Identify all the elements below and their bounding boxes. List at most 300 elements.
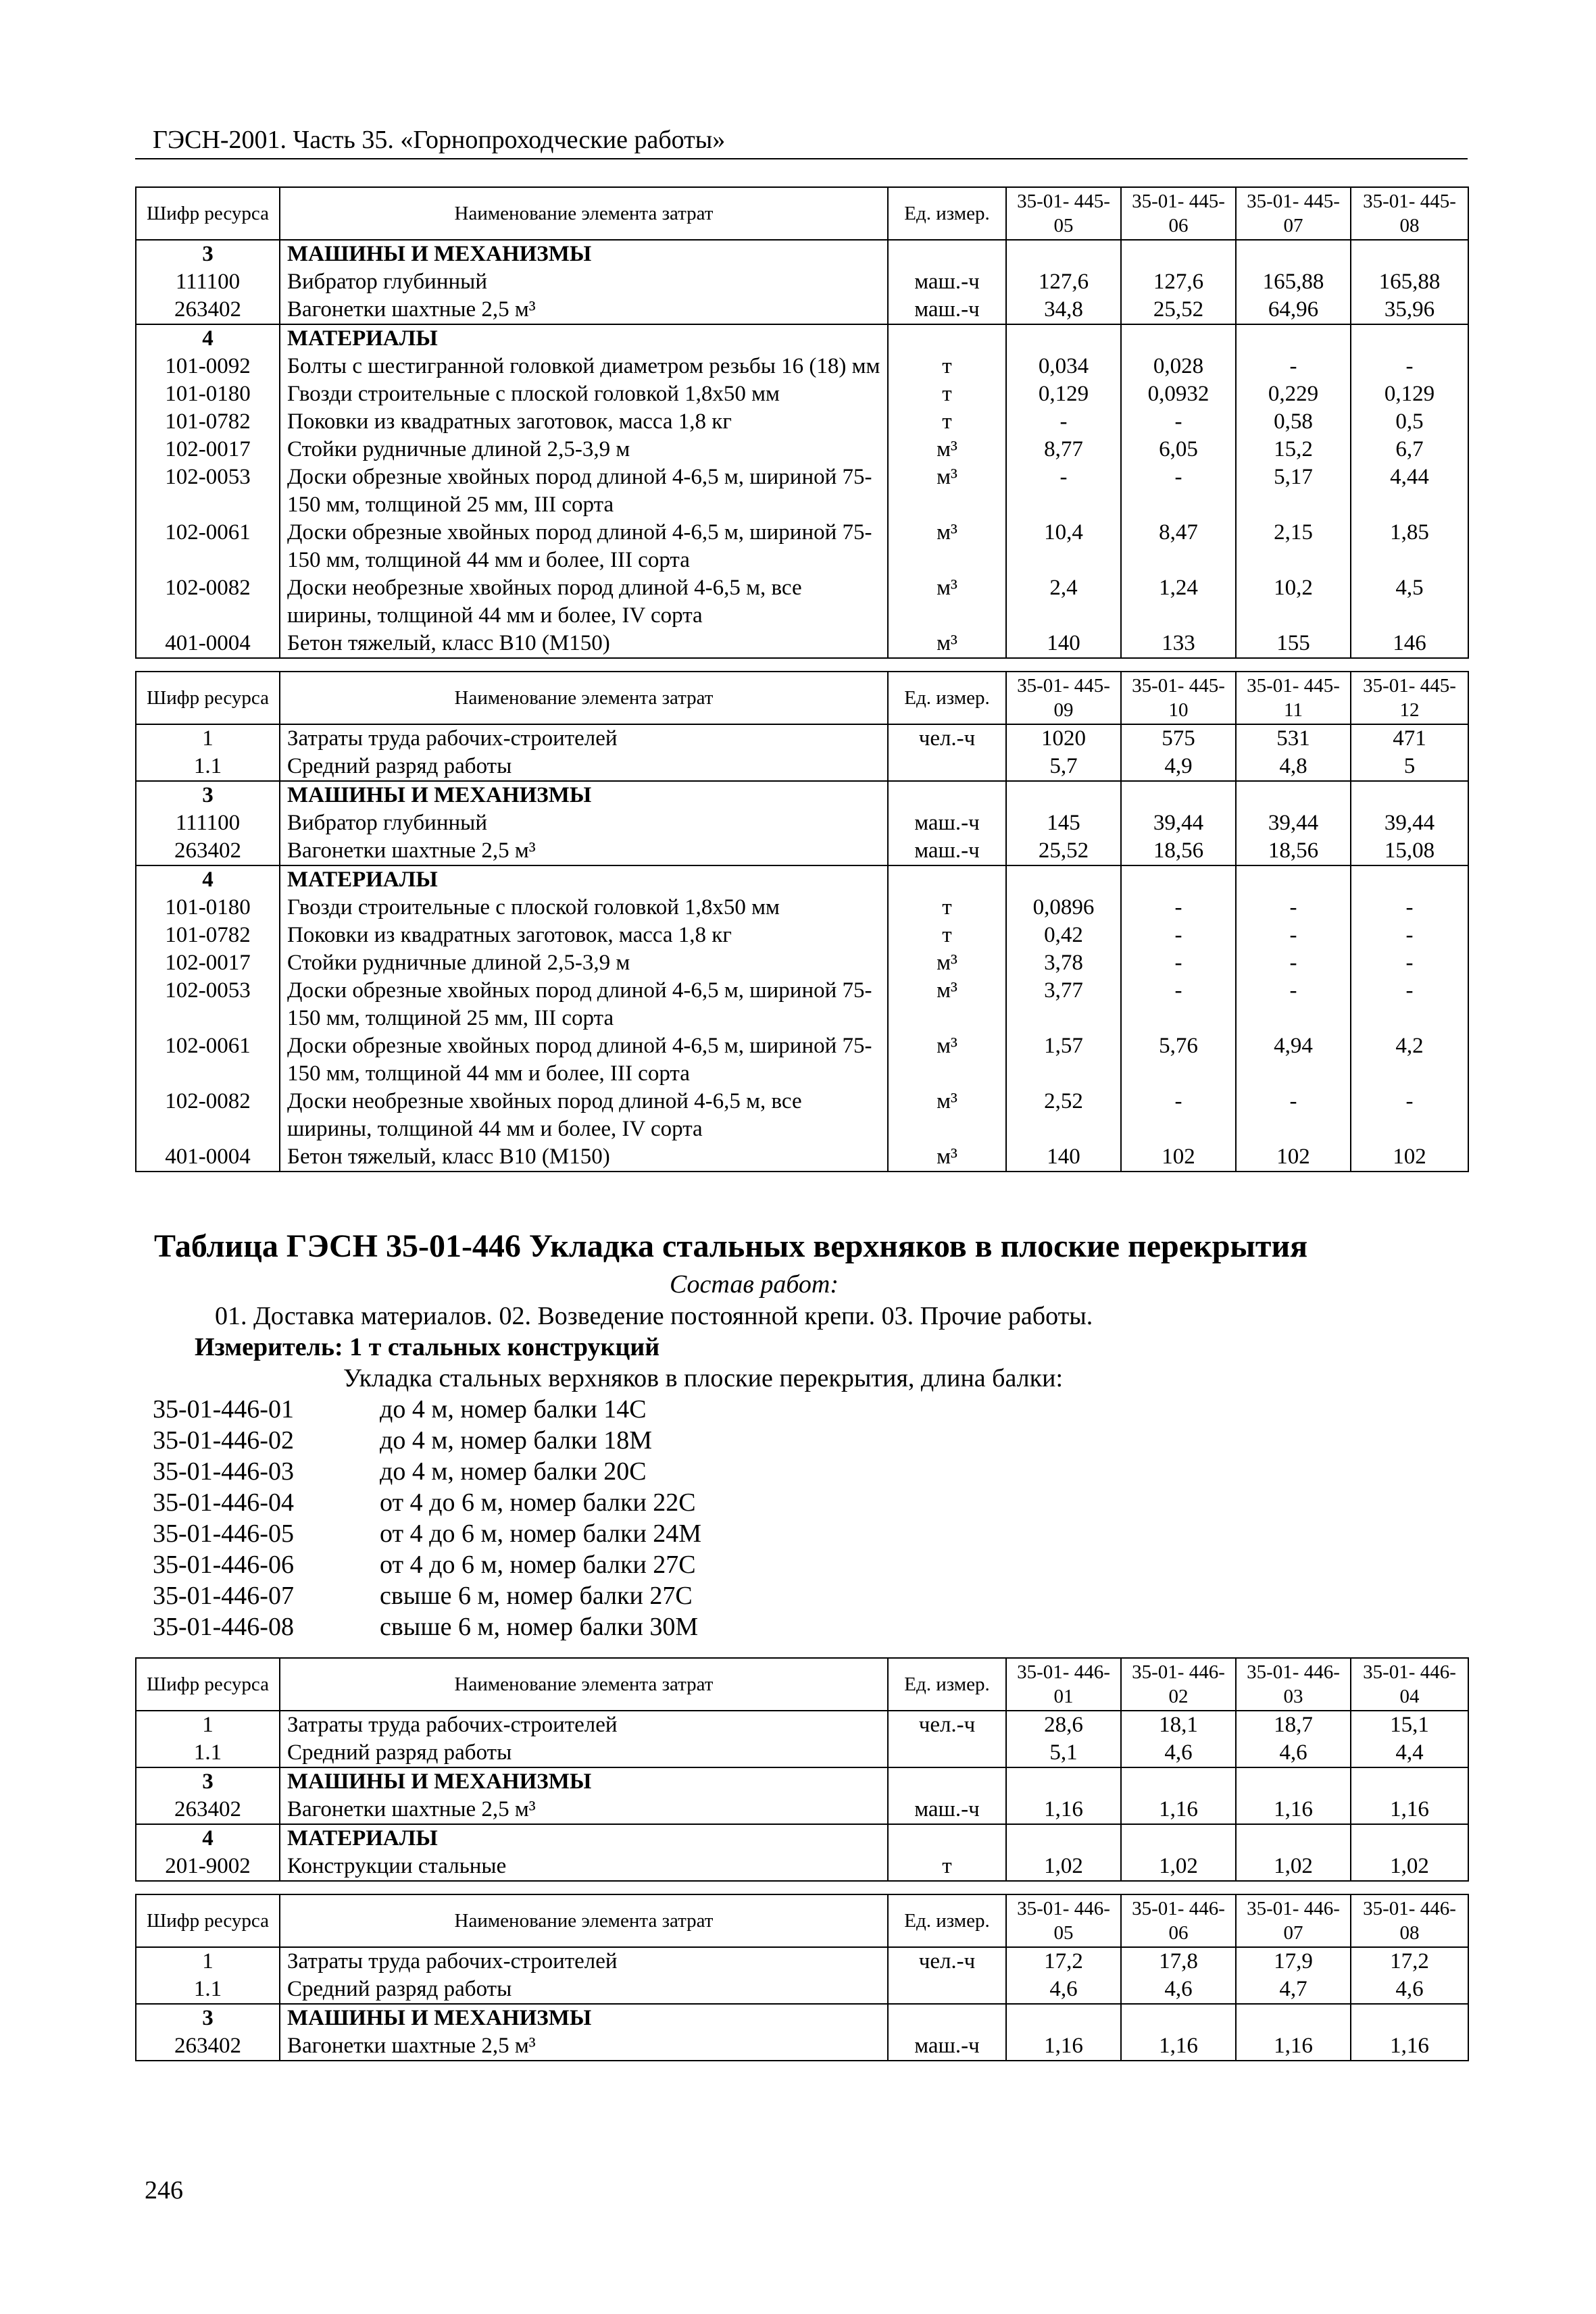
unit-cell [888, 240, 1006, 268]
unit-cell: маш.-ч [888, 837, 1006, 865]
section-row [136, 865, 1468, 894]
resource-code: 102-0017 [136, 436, 280, 463]
value-cell: 1,16 [1351, 2032, 1468, 2061]
unit-cell: м³ [888, 519, 1006, 574]
value-cell: - [1121, 922, 1236, 949]
unit-cell: м³ [888, 1143, 1006, 1172]
cost-element-name: МАТЕРИАЛЫ [280, 865, 888, 894]
value-cell [1006, 324, 1121, 353]
cost-element-name: Средний разряд работы [280, 753, 888, 781]
variant-text: от 4 до 6 м, номер балки 24М [380, 1519, 702, 1548]
value-cell: 127,6 [1121, 268, 1236, 296]
value-cell: 133 [1121, 630, 1236, 658]
header-unit: Ед. измер. [888, 1894, 1006, 1947]
value-cell: 1,24 [1121, 574, 1236, 630]
value-cell: 39,44 [1236, 809, 1351, 837]
value-cell: 165,88 [1236, 268, 1351, 296]
value-cell: 28,6 [1006, 1711, 1121, 1739]
cost-element-name: Средний разряд работы [280, 1739, 888, 1767]
value-cell: 0,129 [1006, 380, 1121, 408]
unit-cell [888, 1739, 1006, 1767]
cost-element-name: Затраты труда рабочих-строителей [280, 724, 888, 753]
value-cell: 5 [1351, 753, 1468, 781]
variant-code: 35-01-446-03 [153, 1457, 294, 1486]
value-cell: 102 [1351, 1143, 1468, 1172]
header-norm-code: 35-01- 445-12 [1351, 672, 1468, 724]
value-cell: 4,5 [1351, 574, 1468, 630]
section-row [136, 1824, 1468, 1853]
table-header-row [136, 1658, 1468, 1711]
variant-code: 35-01-446-07 [153, 1582, 294, 1610]
resource-code: 101-0180 [136, 894, 280, 922]
value-cell: 4,44 [1351, 463, 1468, 519]
value-cell: - [1351, 894, 1468, 922]
cost-element-name: Доски необрезные хвойных пород длиной 4-6,5 м, все ширины, толщиной 44 мм и более, IV сорта [280, 574, 888, 630]
unit-cell: чел.-ч [888, 724, 1006, 753]
unit-cell: маш.-ч [888, 1796, 1006, 1824]
value-cell: 34,8 [1006, 296, 1121, 324]
value-cell: 0,58 [1236, 408, 1351, 436]
page-number: 246 [145, 2176, 183, 2205]
table-row [136, 753, 1468, 781]
table-row [136, 630, 1468, 658]
value-cell: 5,7 [1006, 753, 1121, 781]
cost-element-name: МАШИНЫ И МЕХАНИЗМЫ [280, 781, 888, 809]
value-cell [1121, 324, 1236, 353]
value-cell: 140 [1006, 1143, 1121, 1172]
norm-table-446-05-08 [135, 1894, 1469, 2061]
value-cell: 0,028 [1121, 353, 1236, 380]
section-row [136, 781, 1468, 809]
value-cell: 39,44 [1121, 809, 1236, 837]
resource-code: 263402 [136, 1796, 280, 1824]
value-cell [1121, 240, 1236, 268]
norm-table-445-09-12 [135, 671, 1469, 1172]
unit-cell: чел.-ч [888, 1947, 1006, 1976]
table-header-row [136, 1894, 1468, 1947]
resource-code: 401-0004 [136, 1143, 280, 1172]
cost-element-name: Затраты труда рабочих-строителей [280, 1947, 888, 1976]
value-cell: 64,96 [1236, 296, 1351, 324]
value-cell: 1,57 [1006, 1032, 1121, 1088]
value-cell [1236, 1824, 1351, 1853]
header-norm-code: 35-01- 445-08 [1351, 187, 1468, 240]
value-cell: - [1006, 408, 1121, 436]
header-norm-code: 35-01- 445-06 [1121, 187, 1236, 240]
value-cell: - [1236, 353, 1351, 380]
value-cell: - [1351, 1088, 1468, 1143]
value-cell: 18,56 [1121, 837, 1236, 865]
value-cell: 10,4 [1006, 519, 1121, 574]
header-norm-code: 35-01- 446-06 [1121, 1894, 1236, 1947]
variant-row [135, 1487, 1468, 1518]
value-cell: - [1236, 1088, 1351, 1143]
resource-code: 102-0061 [136, 1032, 280, 1088]
unit-cell: чел.-ч [888, 1711, 1006, 1739]
variant-row [135, 1394, 1468, 1425]
resource-code: 3 [136, 2004, 280, 2032]
value-cell: 5,17 [1236, 463, 1351, 519]
header-unit: Ед. измер. [888, 187, 1006, 240]
variant-row [135, 1425, 1468, 1456]
cost-element-name: Вагонетки шахтные 2,5 м³ [280, 1796, 888, 1824]
header-norm-code: 35-01- 445-11 [1236, 672, 1351, 724]
variants-list [135, 1394, 1468, 1642]
variant-text: от 4 до 6 м, номер балки 27С [380, 1551, 696, 1579]
table-title: Таблица ГЭСН 35-01-446 Укладка стальных верхняков в плоские перекрытия [154, 1228, 1308, 1264]
unit-cell [888, 324, 1006, 353]
resource-code: 1 [136, 1711, 280, 1739]
value-cell: 15,2 [1236, 436, 1351, 463]
unit-cell: м³ [888, 574, 1006, 630]
value-cell: 1,16 [1121, 1796, 1236, 1824]
value-cell: 1020 [1006, 724, 1121, 753]
unit-cell: маш.-ч [888, 2032, 1006, 2061]
table-row [136, 809, 1468, 837]
unit-cell: м³ [888, 1088, 1006, 1143]
value-cell [1006, 1824, 1121, 1853]
value-cell: 0,0896 [1006, 894, 1121, 922]
variant-row [135, 1456, 1468, 1487]
table-row [136, 977, 1468, 1032]
table-row [136, 894, 1468, 922]
header-name: Наименование элемента затрат [280, 187, 888, 240]
value-cell: 0,034 [1006, 353, 1121, 380]
resource-code: 1.1 [136, 753, 280, 781]
resource-code: 401-0004 [136, 630, 280, 658]
header-code: Шифр ресурса [136, 1894, 280, 1947]
value-cell: 0,229 [1236, 380, 1351, 408]
value-cell: 146 [1351, 630, 1468, 658]
value-cell: 17,2 [1006, 1947, 1121, 1976]
variant-code: 35-01-446-06 [153, 1551, 294, 1579]
table-row [136, 296, 1468, 324]
resource-code: 101-0782 [136, 922, 280, 949]
unit-cell [888, 781, 1006, 809]
resource-code: 102-0082 [136, 1088, 280, 1143]
value-cell: 39,44 [1351, 809, 1468, 837]
value-cell: 25,52 [1121, 296, 1236, 324]
value-cell: 1,02 [1236, 1853, 1351, 1881]
value-cell: - [1121, 463, 1236, 519]
resource-code: 3 [136, 240, 280, 268]
table-row [136, 408, 1468, 436]
value-cell: 140 [1006, 630, 1121, 658]
value-cell: 155 [1236, 630, 1351, 658]
value-cell: - [1121, 977, 1236, 1032]
header-unit: Ед. измер. [888, 1658, 1006, 1711]
cost-element-name: Гвозди строительные с плоской головкой 1,8х50 мм [280, 894, 888, 922]
variant-text: свыше 6 м, номер балки 30М [380, 1613, 699, 1641]
header-name: Наименование элемента затрат [280, 672, 888, 724]
value-cell [1351, 781, 1468, 809]
cost-element-name: МАШИНЫ И МЕХАНИЗМЫ [280, 1767, 888, 1796]
cost-element-name: МАШИНЫ И МЕХАНИЗМЫ [280, 240, 888, 268]
unit-cell: м³ [888, 1032, 1006, 1088]
resource-code: 102-0053 [136, 463, 280, 519]
value-cell: 4,6 [1351, 1976, 1468, 2004]
table-row [136, 268, 1468, 296]
variant-code: 35-01-446-02 [153, 1426, 294, 1455]
header-norm-code: 35-01- 446-03 [1236, 1658, 1351, 1711]
value-cell: 0,129 [1351, 380, 1468, 408]
table-row [136, 1143, 1468, 1172]
cost-element-name: Доски обрезные хвойных пород длиной 4-6,5 м, шириной 75-150 мм, толщиной 44 мм и более, III сорта [280, 519, 888, 574]
value-cell: 471 [1351, 724, 1468, 753]
variant-text: от 4 до 6 м, номер балки 22С [380, 1488, 696, 1517]
value-cell: 4,9 [1121, 753, 1236, 781]
header-norm-code: 35-01- 445-09 [1006, 672, 1121, 724]
norm-table-445-05-08 [135, 186, 1469, 659]
variant-code: 35-01-446-01 [153, 1395, 294, 1424]
value-cell: 531 [1236, 724, 1351, 753]
value-cell: 4,6 [1006, 1976, 1121, 2004]
cost-element-name: Затраты труда рабочих-строителей [280, 1711, 888, 1739]
table-row [136, 380, 1468, 408]
value-cell: 4,94 [1236, 1032, 1351, 1088]
value-cell: 4,6 [1121, 1976, 1236, 2004]
header-norm-code: 35-01- 446-02 [1121, 1658, 1236, 1711]
variant-text: до 4 м, номер балки 18М [380, 1426, 652, 1455]
value-cell: 4,8 [1236, 753, 1351, 781]
unit-cell: м³ [888, 630, 1006, 658]
section-row [136, 2004, 1468, 2032]
value-cell: - [1121, 894, 1236, 922]
unit-cell [888, 2004, 1006, 2032]
value-cell: 18,7 [1236, 1711, 1351, 1739]
unit-cell: т [888, 1853, 1006, 1881]
resource-code: 102-0061 [136, 519, 280, 574]
table-row [136, 1853, 1468, 1881]
table-row [136, 922, 1468, 949]
variant-row [135, 1580, 1468, 1611]
resource-code: 4 [136, 1824, 280, 1853]
unit-cell: м³ [888, 463, 1006, 519]
value-cell: 102 [1121, 1143, 1236, 1172]
value-cell: 15,1 [1351, 1711, 1468, 1739]
value-cell [1121, 1824, 1236, 1853]
cost-element-name: Болты с шестигранной головкой диаметром резьбы 16 (18) мм [280, 353, 888, 380]
table-header-row [136, 672, 1468, 724]
header-norm-code: 35-01- 446-07 [1236, 1894, 1351, 1947]
value-cell: - [1351, 353, 1468, 380]
header-unit: Ед. измер. [888, 672, 1006, 724]
table-header-row [136, 187, 1468, 240]
header-norm-code: 35-01- 446-04 [1351, 1658, 1468, 1711]
value-cell [1121, 1767, 1236, 1796]
header-name: Наименование элемента затрат [280, 1894, 888, 1947]
value-cell: 1,16 [1006, 2032, 1121, 2061]
cost-element-name: Бетон тяжелый, класс В10 (М150) [280, 630, 888, 658]
cost-element-name: Вагонетки шахтные 2,5 м³ [280, 296, 888, 324]
value-cell: 1,16 [1236, 1796, 1351, 1824]
value-cell: 10,2 [1236, 574, 1351, 630]
unit-cell: маш.-ч [888, 809, 1006, 837]
table-row [136, 353, 1468, 380]
header-norm-code: 35-01- 445-07 [1236, 187, 1351, 240]
table-row [136, 1711, 1468, 1739]
table-row [136, 463, 1468, 519]
cost-element-name: Доски обрезные хвойных пород длиной 4-6,5 м, шириной 75-150 мм, толщиной 44 мм и более, III сорта [280, 1032, 888, 1088]
table-row [136, 1976, 1468, 2004]
resource-code: 102-0082 [136, 574, 280, 630]
table-row [136, 436, 1468, 463]
value-cell: 2,4 [1006, 574, 1121, 630]
header-code: Шифр ресурса [136, 672, 280, 724]
resource-code: 201-9002 [136, 1853, 280, 1881]
value-cell: - [1121, 949, 1236, 977]
cost-element-name: Поковки из квадратных заготовок, масса 1,8 кг [280, 408, 888, 436]
value-cell: - [1121, 1088, 1236, 1143]
table-row [136, 724, 1468, 753]
value-cell: - [1351, 922, 1468, 949]
value-cell: 4,4 [1351, 1739, 1468, 1767]
unit-cell: т [888, 408, 1006, 436]
value-cell: 1,16 [1121, 2032, 1236, 2061]
value-cell: 25,52 [1006, 837, 1121, 865]
unit-cell [888, 753, 1006, 781]
unit-cell: т [888, 380, 1006, 408]
cost-element-name: Гвозди строительные с плоской головкой 1,8х50 мм [280, 380, 888, 408]
value-cell [1006, 2004, 1121, 2032]
variant-code: 35-01-446-05 [153, 1519, 294, 1548]
resource-code: 101-0180 [136, 380, 280, 408]
cost-element-name: Стойки рудничные длиной 2,5-3,9 м [280, 949, 888, 977]
section-row [136, 1767, 1468, 1796]
value-cell: 1,02 [1351, 1853, 1468, 1881]
table-row [136, 1739, 1468, 1767]
resource-code: 101-0092 [136, 353, 280, 380]
norm-table-446-01-04 [135, 1657, 1469, 1882]
unit-cell: маш.-ч [888, 268, 1006, 296]
resource-code: 1.1 [136, 1739, 280, 1767]
unit-cell [888, 865, 1006, 894]
resource-code: 263402 [136, 837, 280, 865]
value-cell [1236, 781, 1351, 809]
value-cell: 1,16 [1236, 2032, 1351, 2061]
value-cell [1006, 1767, 1121, 1796]
value-cell: 17,9 [1236, 1947, 1351, 1976]
measure-unit: Измеритель: 1 т стальных конструкций [195, 1333, 660, 1361]
value-cell: 2,52 [1006, 1088, 1121, 1143]
value-cell [1006, 240, 1121, 268]
unit-cell [888, 1976, 1006, 2004]
cost-element-name: МАТЕРИАЛЫ [280, 1824, 888, 1853]
value-cell: 145 [1006, 809, 1121, 837]
value-cell [1351, 1767, 1468, 1796]
unit-cell: м³ [888, 436, 1006, 463]
value-cell [1236, 2004, 1351, 2032]
value-cell: 5,76 [1121, 1032, 1236, 1088]
value-cell: 2,15 [1236, 519, 1351, 574]
header-code: Шифр ресурса [136, 1658, 280, 1711]
cost-element-name: Доски обрезные хвойных пород длиной 4-6,5 м, шириной 75-150 мм, толщиной 25 мм, III сорта [280, 977, 888, 1032]
value-cell: 35,96 [1351, 296, 1468, 324]
value-cell: - [1351, 977, 1468, 1032]
unit-cell: т [888, 922, 1006, 949]
value-cell: 4,7 [1236, 1976, 1351, 2004]
value-cell [1351, 240, 1468, 268]
value-cell: 1,02 [1006, 1853, 1121, 1881]
variant-text: до 4 м, номер балки 14С [380, 1395, 647, 1424]
variant-text: до 4 м, номер балки 20С [380, 1457, 647, 1486]
value-cell: 3,77 [1006, 977, 1121, 1032]
value-cell [1236, 1767, 1351, 1796]
value-cell: 4,2 [1351, 1032, 1468, 1088]
variants-lead: Укладка стальных верхняков в плоские перекрытия, длина балки: [343, 1364, 1064, 1392]
value-cell [1351, 324, 1468, 353]
header-norm-code: 35-01- 446-05 [1006, 1894, 1121, 1947]
table-row [136, 1032, 1468, 1088]
cost-element-name: Поковки из квадратных заготовок, масса 1,8 кг [280, 922, 888, 949]
cost-element-name: Бетон тяжелый, класс В10 (М150) [280, 1143, 888, 1172]
header-name: Наименование элемента затрат [280, 1658, 888, 1711]
table-row [136, 574, 1468, 630]
value-cell: 1,16 [1006, 1796, 1121, 1824]
resource-code: 101-0782 [136, 408, 280, 436]
resource-code: 102-0053 [136, 977, 280, 1032]
header-norm-code: 35-01- 445-10 [1121, 672, 1236, 724]
table-row [136, 1796, 1468, 1824]
value-cell: 102 [1236, 1143, 1351, 1172]
resource-code: 1 [136, 724, 280, 753]
value-cell: 4,6 [1121, 1739, 1236, 1767]
table-row [136, 1088, 1468, 1143]
resource-code: 102-0017 [136, 949, 280, 977]
unit-cell: т [888, 353, 1006, 380]
value-cell: 8,47 [1121, 519, 1236, 574]
value-cell: 17,8 [1121, 1947, 1236, 1976]
value-cell [1236, 324, 1351, 353]
value-cell: 5,1 [1006, 1739, 1121, 1767]
resource-code: 3 [136, 1767, 280, 1796]
value-cell [1006, 781, 1121, 809]
value-cell: - [1236, 894, 1351, 922]
cost-element-name: Доски необрезные хвойных пород длиной 4-6,5 м, все ширины, толщиной 44 мм и более, IV сорта [280, 1088, 888, 1143]
unit-cell: т [888, 894, 1006, 922]
cost-element-name: Конструкции стальные [280, 1853, 888, 1881]
unit-cell: м³ [888, 977, 1006, 1032]
value-cell: 575 [1121, 724, 1236, 753]
resource-code: 263402 [136, 2032, 280, 2061]
value-cell: 165,88 [1351, 268, 1468, 296]
value-cell: 15,08 [1351, 837, 1468, 865]
table-row [136, 1947, 1468, 1976]
table-row [136, 837, 1468, 865]
value-cell: 4,6 [1236, 1739, 1351, 1767]
value-cell: - [1236, 949, 1351, 977]
composition-label: Состав работ: [669, 1270, 839, 1299]
resource-code: 4 [136, 324, 280, 353]
resource-code: 111100 [136, 268, 280, 296]
header-norm-code: 35-01- 446-01 [1006, 1658, 1121, 1711]
header-code: Шифр ресурса [136, 187, 280, 240]
value-cell: 6,05 [1121, 436, 1236, 463]
unit-cell: м³ [888, 949, 1006, 977]
variant-text: свыше 6 м, номер балки 27С [380, 1582, 693, 1610]
value-cell [1351, 865, 1468, 894]
variant-row [135, 1518, 1468, 1549]
value-cell [1351, 2004, 1468, 2032]
value-cell: 0,5 [1351, 408, 1468, 436]
section-row [136, 324, 1468, 353]
variant-row [135, 1611, 1468, 1642]
cost-element-name: Доски обрезные хвойных пород длиной 4-6,5 м, шириной 75-150 мм, толщиной 25 мм, III сорта [280, 463, 888, 519]
table-row [136, 519, 1468, 574]
value-cell: - [1236, 977, 1351, 1032]
resource-code: 1.1 [136, 1976, 280, 2004]
variant-code: 35-01-446-04 [153, 1488, 294, 1517]
